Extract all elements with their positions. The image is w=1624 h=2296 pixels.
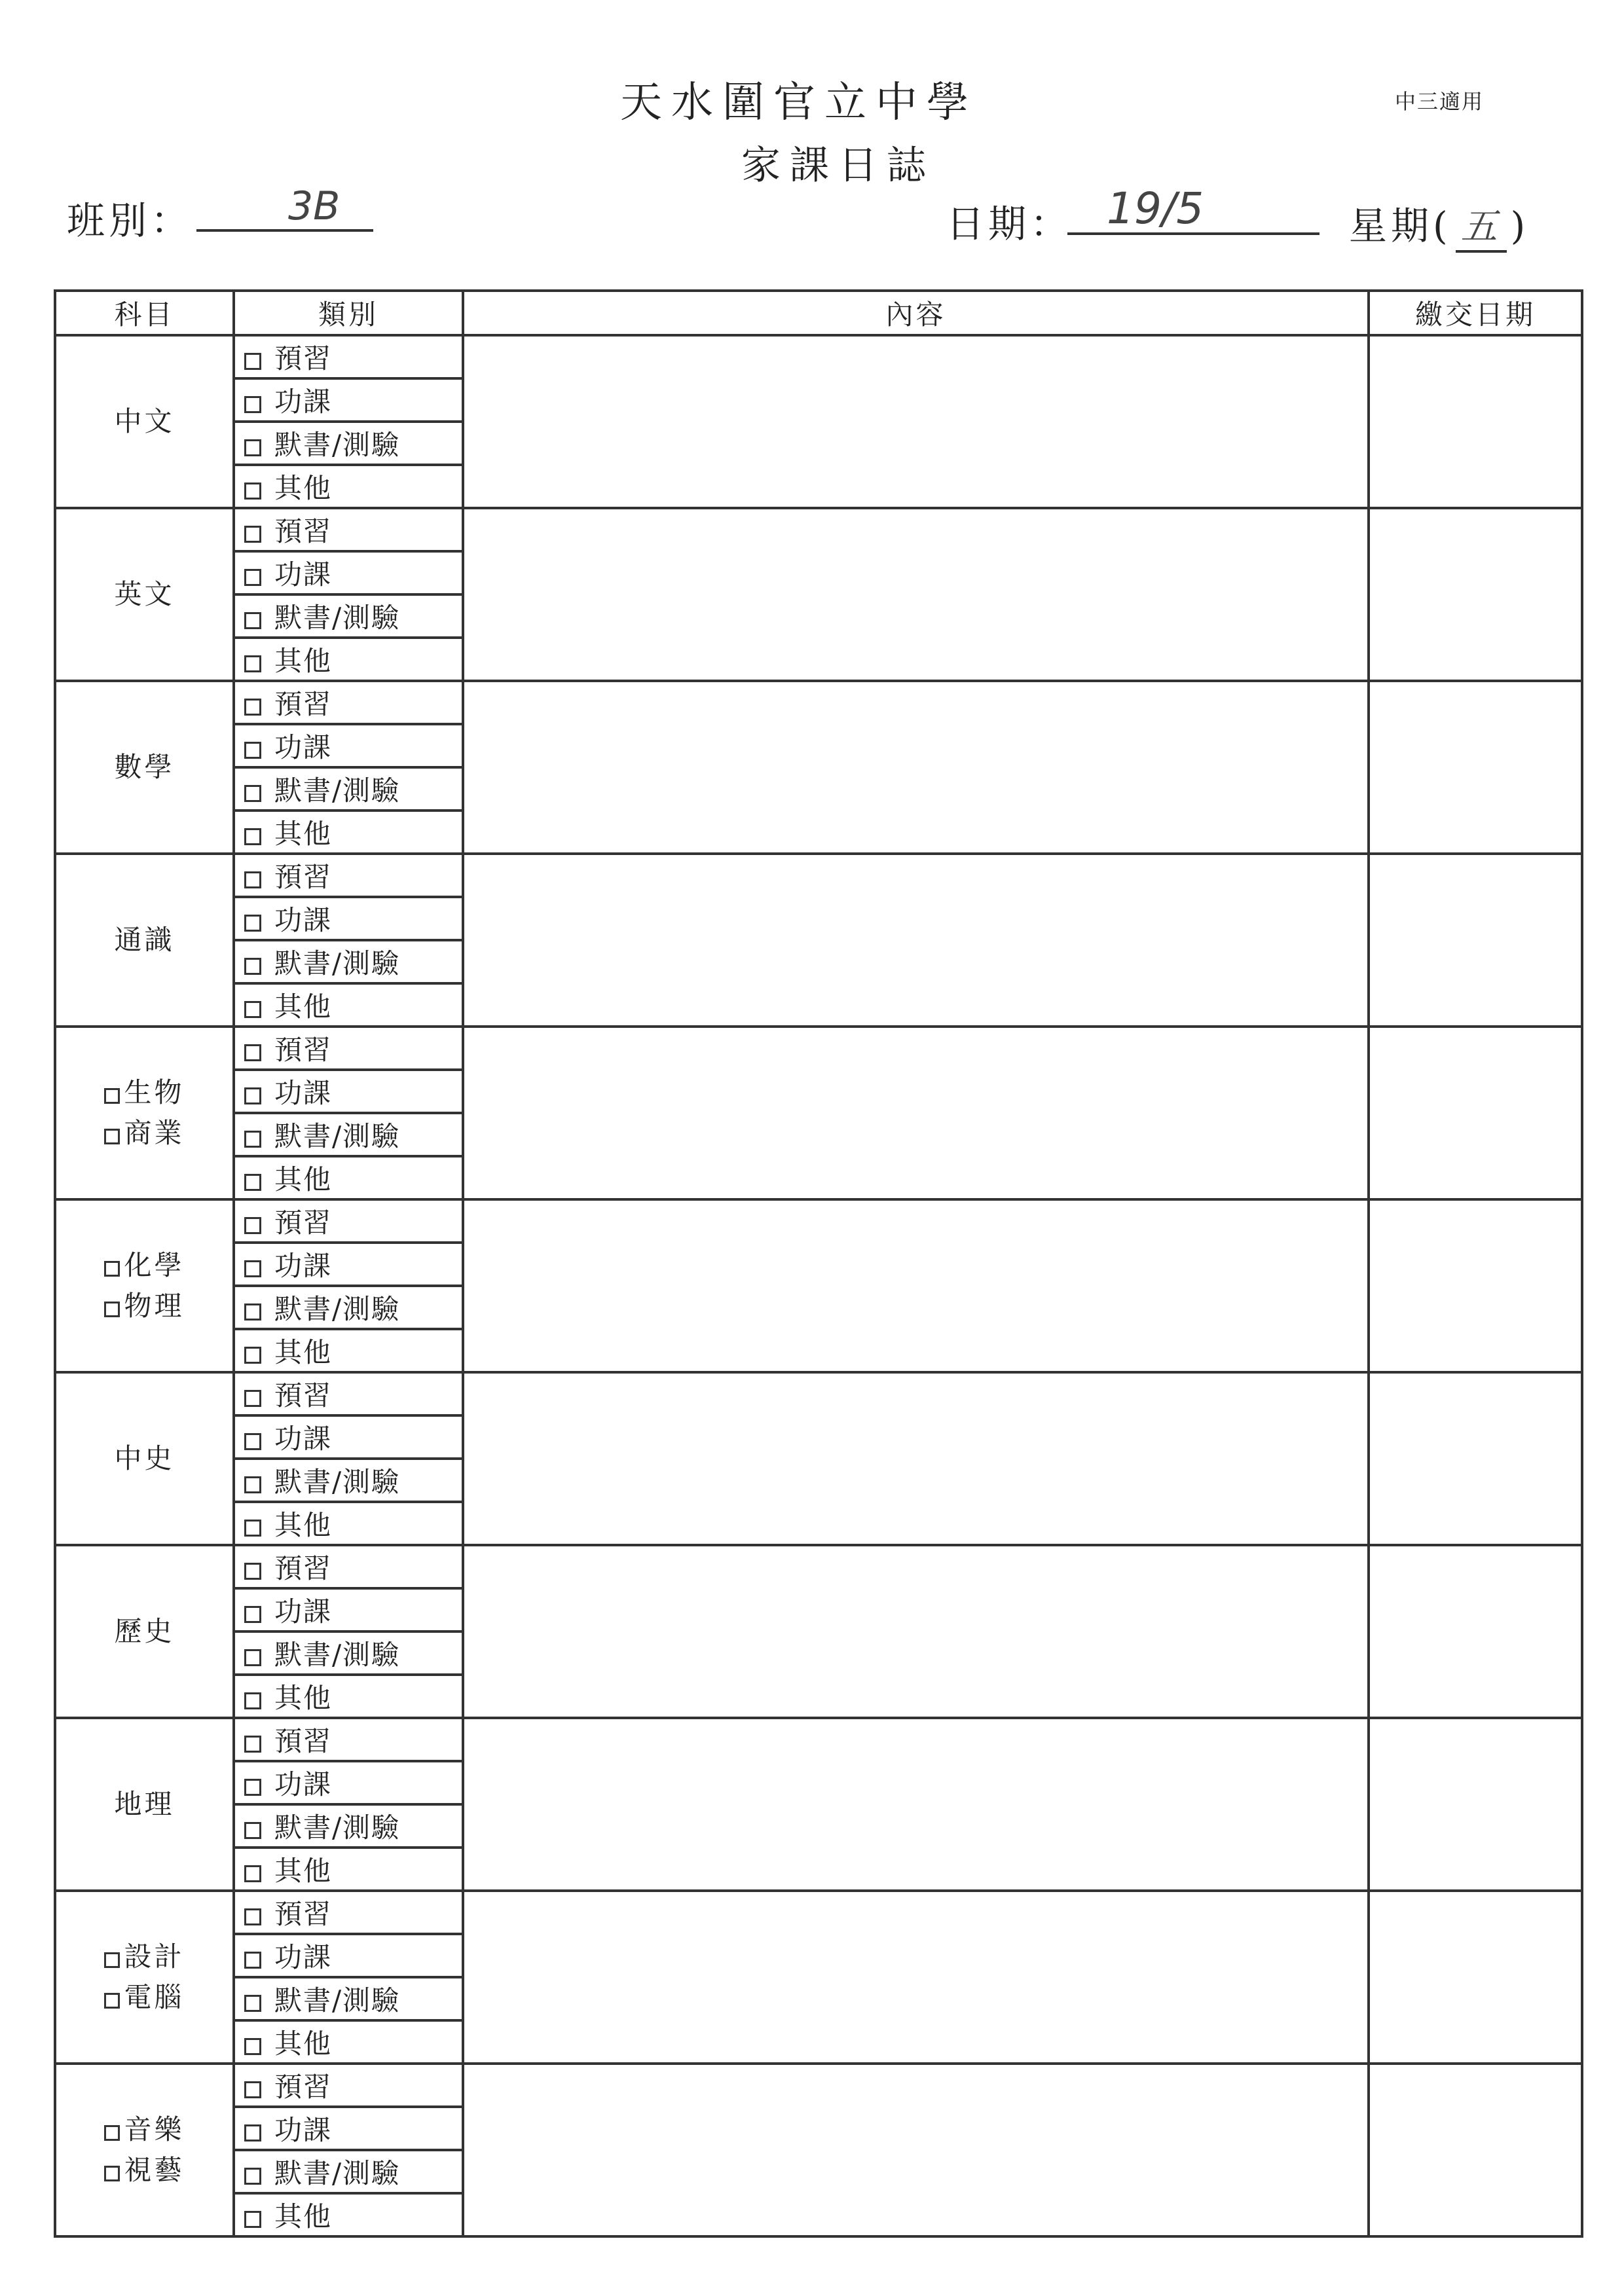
category-label: 默書/測驗 bbox=[274, 2157, 401, 2189]
due-date-cell[interactable] bbox=[1369, 1372, 1582, 1545]
class-value: 3B bbox=[288, 183, 341, 229]
subject-name-text: 中史 bbox=[114, 1442, 175, 1474]
category-cell[interactable] bbox=[234, 1156, 463, 1199]
table-body bbox=[55, 335, 1582, 2236]
content-cell[interactable] bbox=[463, 2064, 1369, 2236]
category-cell[interactable] bbox=[234, 1588, 463, 1631]
category-label: 其他 bbox=[274, 818, 333, 850]
category-cell[interactable] bbox=[234, 2020, 463, 2064]
category-label: 默書/測驗 bbox=[274, 429, 401, 461]
date-label: 日期： bbox=[946, 202, 1073, 246]
category-cell[interactable] bbox=[234, 2107, 463, 2150]
due-date-column-header: 繳交日期 bbox=[1369, 291, 1582, 335]
subject-name[interactable] bbox=[56, 1977, 232, 2018]
category-label: 其他 bbox=[274, 991, 333, 1023]
subject-checkbox[interactable] bbox=[104, 1302, 120, 1317]
category-cell[interactable] bbox=[234, 1891, 463, 1934]
category-checkbox[interactable] bbox=[244, 2211, 261, 2228]
date-underline bbox=[1067, 232, 1320, 235]
category-label: 其他 bbox=[274, 472, 333, 504]
table-row bbox=[55, 854, 1582, 897]
subject-name-text: 生物 bbox=[124, 1076, 185, 1108]
weekday-label: 星期( 五 ) bbox=[1349, 195, 1529, 253]
subject-name-text: 物理 bbox=[124, 1290, 185, 1322]
category-checkbox[interactable] bbox=[244, 1865, 261, 1882]
school-name: 天水圍官立中學 bbox=[620, 79, 978, 127]
table-row bbox=[55, 508, 1582, 551]
subject-cell bbox=[55, 1718, 234, 1891]
category-label: 功課 bbox=[274, 1941, 333, 1973]
category-label: 預習 bbox=[274, 1207, 333, 1239]
category-cell[interactable] bbox=[234, 1804, 463, 1848]
category-checkbox[interactable] bbox=[244, 1649, 261, 1666]
category-label: 預習 bbox=[274, 1379, 333, 1412]
due-date-cell[interactable] bbox=[1369, 1027, 1582, 1199]
category-checkbox[interactable] bbox=[244, 353, 261, 370]
category-checkbox[interactable] bbox=[244, 871, 261, 888]
date-value: 19/5 bbox=[1107, 183, 1204, 234]
category-checkbox[interactable] bbox=[244, 1563, 261, 1580]
category-checkbox[interactable] bbox=[244, 1347, 261, 1364]
category-cell[interactable] bbox=[234, 594, 463, 638]
subject-cell bbox=[55, 1545, 234, 1718]
category-label: 預習 bbox=[274, 1552, 333, 1584]
category-label: 其他 bbox=[274, 1163, 333, 1195]
subject-cell bbox=[55, 508, 234, 681]
subject-checkbox[interactable] bbox=[104, 1993, 120, 2009]
subject-name[interactable] bbox=[56, 2150, 232, 2191]
subject-name-text: 商業 bbox=[124, 1117, 185, 1149]
subject-name-text: 視藝 bbox=[124, 2154, 185, 2186]
due-date-cell[interactable] bbox=[1369, 854, 1582, 1027]
category-checkbox[interactable] bbox=[244, 1260, 261, 1277]
category-checkbox[interactable] bbox=[244, 1692, 261, 1709]
category-label: 功課 bbox=[274, 1768, 333, 1800]
subject-checkbox[interactable] bbox=[104, 2166, 120, 2181]
subject-checkbox[interactable] bbox=[104, 1261, 120, 1277]
subject-cell bbox=[55, 1891, 234, 2064]
subject-name[interactable] bbox=[56, 1286, 232, 1326]
category-checkbox[interactable] bbox=[244, 2081, 261, 2098]
form-note: 中三適用 bbox=[1395, 89, 1485, 114]
category-checkbox[interactable] bbox=[244, 1303, 261, 1321]
table-row bbox=[55, 1545, 1582, 1588]
subject-name[interactable] bbox=[56, 1072, 232, 1113]
subject-checkbox[interactable] bbox=[104, 1952, 120, 1968]
category-cell[interactable] bbox=[234, 811, 463, 854]
content-cell[interactable] bbox=[463, 335, 1369, 508]
subject-name-text: 歷史 bbox=[114, 1615, 175, 1647]
category-cell[interactable] bbox=[234, 1372, 463, 1415]
category-checkbox[interactable] bbox=[244, 2124, 261, 2141]
category-checkbox[interactable] bbox=[244, 1476, 261, 1493]
category-label: 預習 bbox=[274, 2071, 333, 2103]
category-checkbox[interactable] bbox=[244, 1174, 261, 1191]
table-row bbox=[55, 1372, 1582, 1415]
subject-checkbox[interactable] bbox=[104, 1129, 120, 1144]
category-label: 預習 bbox=[274, 861, 333, 893]
category-label: 默書/測驗 bbox=[274, 1639, 401, 1671]
table-row bbox=[55, 1027, 1582, 1070]
category-checkbox[interactable] bbox=[244, 1390, 261, 1407]
category-cell[interactable] bbox=[234, 335, 463, 378]
category-cell[interactable] bbox=[234, 422, 463, 465]
category-checkbox[interactable] bbox=[244, 742, 261, 759]
category-checkbox[interactable] bbox=[244, 2168, 261, 2185]
subject-name-text: 中文 bbox=[114, 405, 175, 437]
category-label: 功課 bbox=[274, 1250, 333, 1282]
category-checkbox[interactable] bbox=[244, 1087, 261, 1104]
category-label: 默書/測驗 bbox=[274, 1812, 401, 1844]
category-cell[interactable] bbox=[234, 1675, 463, 1718]
category-checkbox[interactable] bbox=[244, 1952, 261, 1969]
category-cell[interactable] bbox=[234, 1631, 463, 1675]
category-checkbox[interactable] bbox=[244, 1908, 261, 1925]
subject-cell bbox=[55, 1027, 234, 1199]
subject-name[interactable] bbox=[56, 1113, 232, 1154]
category-label: 功課 bbox=[274, 1077, 333, 1109]
homework-table bbox=[54, 289, 1583, 2238]
category-cell[interactable] bbox=[234, 1977, 463, 2020]
category-label: 默書/測驗 bbox=[274, 602, 401, 634]
subject-name-text: 化學 bbox=[124, 1249, 185, 1281]
category-label: 其他 bbox=[274, 1855, 333, 1887]
subject-cell bbox=[55, 1199, 234, 1372]
category-cell[interactable] bbox=[234, 465, 463, 508]
table-row bbox=[55, 1891, 1582, 1934]
category-checkbox[interactable] bbox=[244, 699, 261, 716]
category-cell[interactable] bbox=[234, 1459, 463, 1502]
weekday-value: 五 bbox=[1456, 198, 1507, 253]
category-cell[interactable] bbox=[234, 1199, 463, 1243]
subject-name bbox=[56, 1438, 232, 1479]
category-cell[interactable] bbox=[234, 1415, 463, 1459]
category-checkbox[interactable] bbox=[244, 1044, 261, 1061]
category-cell[interactable] bbox=[234, 1934, 463, 1977]
category-label: 功課 bbox=[274, 2114, 333, 2146]
due-date-cell[interactable] bbox=[1369, 1891, 1582, 2064]
content-column-header: 內容 bbox=[463, 291, 1369, 335]
category-label: 默書/測驗 bbox=[274, 774, 401, 807]
category-cell[interactable] bbox=[234, 551, 463, 594]
category-cell[interactable] bbox=[234, 681, 463, 724]
document-title: 家課日誌 bbox=[741, 143, 935, 189]
category-cell[interactable] bbox=[234, 1243, 463, 1286]
content-cell[interactable] bbox=[463, 1891, 1369, 2064]
category-cell[interactable] bbox=[234, 854, 463, 897]
due-date-cell[interactable] bbox=[1369, 335, 1582, 508]
category-cell[interactable] bbox=[234, 767, 463, 811]
category-cell[interactable] bbox=[234, 1848, 463, 1891]
due-date-cell[interactable] bbox=[1369, 681, 1582, 854]
category-cell[interactable] bbox=[234, 983, 463, 1027]
due-date-cell[interactable] bbox=[1369, 1545, 1582, 1718]
subject-column-header: 科目 bbox=[55, 291, 234, 335]
due-date-cell[interactable] bbox=[1369, 2064, 1582, 2236]
table-header-row bbox=[55, 291, 1582, 335]
subject-cell bbox=[55, 2064, 234, 2236]
category-column-header: 類別 bbox=[234, 291, 463, 335]
category-label: 功課 bbox=[274, 1595, 333, 1628]
subject-name-text: 地理 bbox=[114, 1788, 175, 1820]
category-checkbox[interactable] bbox=[244, 915, 261, 932]
category-label: 功課 bbox=[274, 1423, 333, 1455]
subject-cell bbox=[55, 335, 234, 508]
category-label: 預習 bbox=[274, 688, 333, 720]
content-cell[interactable] bbox=[463, 1545, 1369, 1718]
due-date-cell[interactable] bbox=[1369, 508, 1582, 681]
category-checkbox[interactable] bbox=[244, 1217, 261, 1234]
category-checkbox[interactable] bbox=[244, 569, 261, 586]
subject-name-text: 英文 bbox=[114, 578, 175, 610]
content-cell[interactable] bbox=[463, 1027, 1369, 1199]
category-label: 功課 bbox=[274, 904, 333, 936]
category-cell[interactable] bbox=[234, 940, 463, 983]
category-cell[interactable] bbox=[234, 1286, 463, 1329]
category-cell[interactable] bbox=[234, 2150, 463, 2193]
category-label: 預習 bbox=[274, 515, 333, 547]
subject-name[interactable] bbox=[56, 1245, 232, 1286]
category-cell[interactable] bbox=[234, 378, 463, 422]
subject-name bbox=[56, 747, 232, 788]
category-cell[interactable] bbox=[234, 1502, 463, 1545]
subject-name[interactable] bbox=[56, 2109, 232, 2150]
category-cell[interactable] bbox=[234, 1545, 463, 1588]
category-cell[interactable] bbox=[234, 1329, 463, 1372]
category-label: 預習 bbox=[274, 1898, 333, 1930]
subject-checkbox[interactable] bbox=[104, 2125, 120, 2141]
subject-name bbox=[56, 574, 232, 615]
category-label: 默書/測驗 bbox=[274, 1984, 401, 2016]
category-label: 默書/測驗 bbox=[274, 1120, 401, 1152]
category-checkbox[interactable] bbox=[244, 828, 261, 845]
category-checkbox[interactable] bbox=[244, 526, 261, 543]
table-row bbox=[55, 2064, 1582, 2107]
category-checkbox[interactable] bbox=[244, 1131, 261, 1148]
category-cell[interactable] bbox=[234, 1761, 463, 1804]
category-label: 功課 bbox=[274, 731, 333, 763]
category-label: 預習 bbox=[274, 1725, 333, 1757]
category-checkbox[interactable] bbox=[244, 439, 261, 456]
content-cell[interactable] bbox=[463, 681, 1369, 854]
subject-name-text: 數學 bbox=[114, 751, 175, 783]
category-label: 其他 bbox=[274, 1336, 333, 1368]
category-label: 其他 bbox=[274, 2028, 333, 2060]
subject-name bbox=[56, 1611, 232, 1652]
category-checkbox[interactable] bbox=[244, 2038, 261, 2055]
category-cell[interactable] bbox=[234, 1718, 463, 1761]
category-label: 其他 bbox=[274, 1509, 333, 1541]
category-label: 其他 bbox=[274, 1682, 333, 1714]
due-date-cell[interactable] bbox=[1369, 1718, 1582, 1891]
content-cell[interactable] bbox=[463, 854, 1369, 1027]
category-label: 功課 bbox=[274, 386, 333, 418]
category-checkbox[interactable] bbox=[244, 1606, 261, 1623]
table-row bbox=[55, 1199, 1582, 1243]
table-row bbox=[55, 1718, 1582, 1761]
subject-name bbox=[56, 1784, 232, 1825]
category-checkbox[interactable] bbox=[244, 1520, 261, 1537]
category-label: 其他 bbox=[274, 645, 333, 677]
category-checkbox[interactable] bbox=[244, 655, 261, 672]
class-underline bbox=[196, 229, 373, 232]
category-checkbox[interactable] bbox=[244, 483, 261, 500]
due-date-cell[interactable] bbox=[1369, 1199, 1582, 1372]
subject-name[interactable] bbox=[56, 1937, 232, 1977]
table-row bbox=[55, 335, 1582, 378]
subject-name-text: 音樂 bbox=[124, 2113, 185, 2145]
content-cell[interactable] bbox=[463, 1372, 1369, 1545]
category-cell[interactable] bbox=[234, 1027, 463, 1070]
subject-cell bbox=[55, 1372, 234, 1545]
category-cell[interactable] bbox=[234, 2064, 463, 2107]
category-cell[interactable] bbox=[234, 2193, 463, 2236]
table-row bbox=[55, 681, 1582, 724]
subject-name-text: 電腦 bbox=[124, 1981, 185, 2013]
category-cell[interactable] bbox=[234, 724, 463, 767]
category-label: 默書/測驗 bbox=[274, 947, 401, 979]
category-cell[interactable] bbox=[234, 1070, 463, 1113]
category-checkbox[interactable] bbox=[244, 1779, 261, 1796]
content-cell[interactable] bbox=[463, 508, 1369, 681]
category-label: 默書/測驗 bbox=[274, 1466, 401, 1498]
category-checkbox[interactable] bbox=[244, 1995, 261, 2012]
subject-name bbox=[56, 920, 232, 960]
category-label: 其他 bbox=[274, 2200, 333, 2232]
category-cell[interactable] bbox=[234, 508, 463, 551]
category-label: 預習 bbox=[274, 1034, 333, 1066]
category-label: 默書/測驗 bbox=[274, 1293, 401, 1325]
category-checkbox[interactable] bbox=[244, 1433, 261, 1450]
class-label: 班別： bbox=[67, 198, 193, 243]
category-checkbox[interactable] bbox=[244, 1001, 261, 1018]
content-cell[interactable] bbox=[463, 1199, 1369, 1372]
category-checkbox[interactable] bbox=[244, 1822, 261, 1839]
category-label: 預習 bbox=[274, 342, 333, 374]
subject-name-text: 設計 bbox=[124, 1941, 185, 1973]
category-checkbox[interactable] bbox=[244, 396, 261, 413]
subject-cell bbox=[55, 854, 234, 1027]
category-checkbox[interactable] bbox=[244, 1736, 261, 1753]
category-label: 功課 bbox=[274, 558, 333, 591]
subject-cell bbox=[55, 681, 234, 854]
subject-checkbox[interactable] bbox=[104, 1088, 120, 1104]
category-checkbox[interactable] bbox=[244, 612, 261, 629]
category-cell[interactable] bbox=[234, 1113, 463, 1156]
content-cell[interactable] bbox=[463, 1718, 1369, 1891]
category-cell[interactable] bbox=[234, 638, 463, 681]
category-checkbox[interactable] bbox=[244, 785, 261, 802]
subject-name bbox=[56, 401, 232, 442]
category-cell[interactable] bbox=[234, 897, 463, 940]
subject-name-text: 通識 bbox=[114, 924, 175, 956]
category-checkbox[interactable] bbox=[244, 958, 261, 975]
